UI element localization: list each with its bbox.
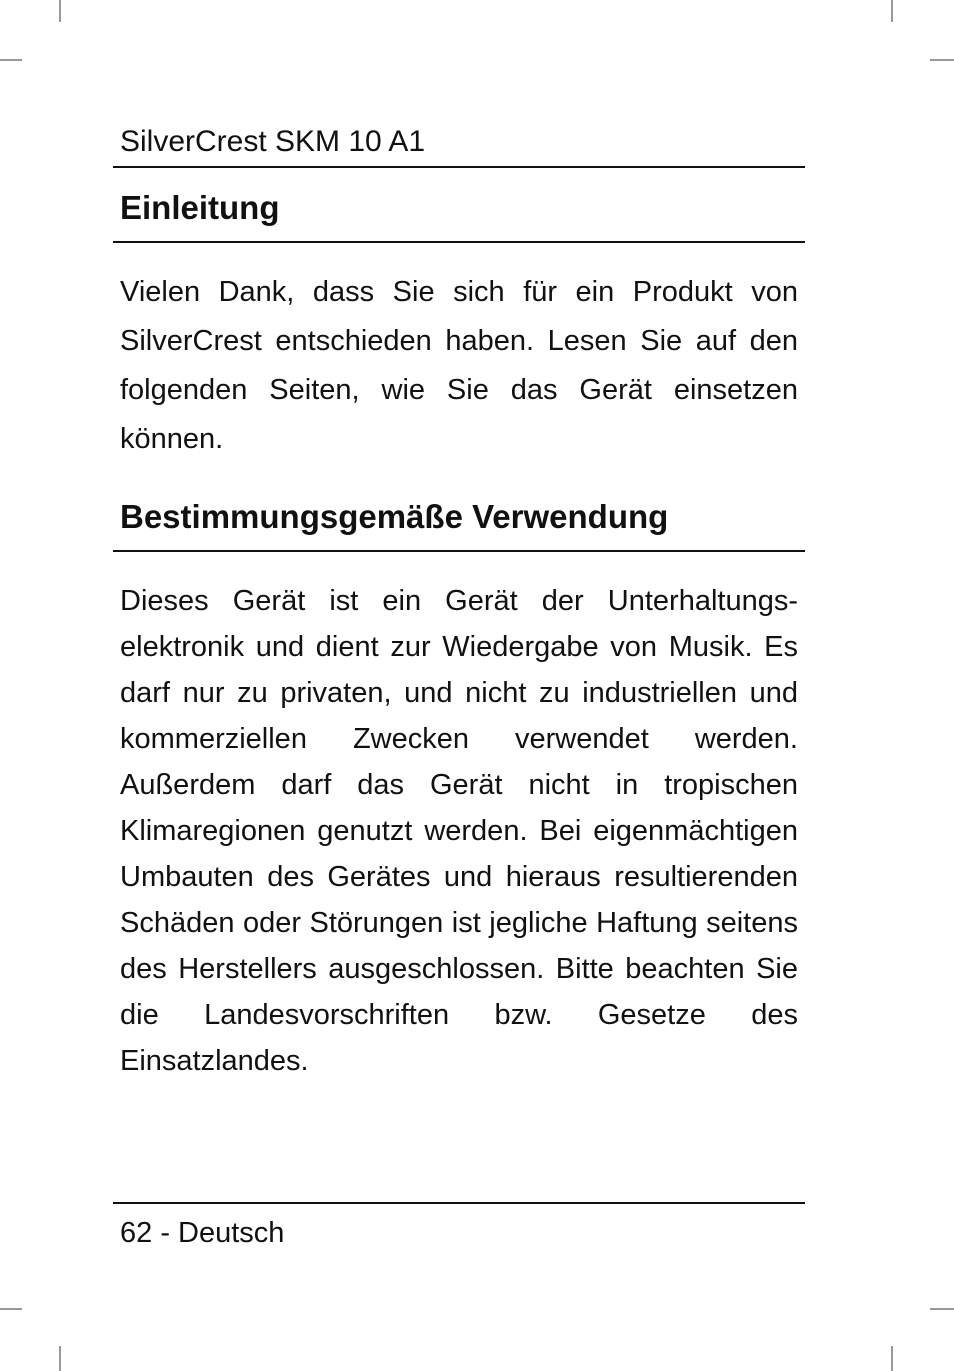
crop-mark <box>891 1346 893 1371</box>
text-line: Einsatzlandes. <box>120 1045 309 1077</box>
section-paragraph-einleitung <box>120 268 798 464</box>
text-line: SilverCrest entschieden haben. Lesen Sie auf den <box>120 325 798 357</box>
crop-mark <box>930 1308 954 1310</box>
section-paragraph-verwendung <box>120 578 798 1084</box>
text-line: kommerziellen Zwecken verwendet werden. <box>120 723 798 755</box>
text-line: darf nur zu privaten, und nicht zu industriellen und <box>120 677 798 709</box>
text-line: Klimaregionen genutzt werden. Bei eigenmächtigen <box>120 815 798 847</box>
crop-mark <box>0 1308 22 1310</box>
text-line: Vielen Dank, dass Sie sich für ein Produkt von <box>120 276 798 308</box>
crop-mark <box>0 59 22 61</box>
text-line: können. <box>120 423 224 455</box>
section-rule <box>113 241 805 243</box>
text-line: folgenden Seiten, wie Sie das Gerät einsetzen <box>120 374 798 406</box>
text-line: Dieses Gerät ist ein Gerät der Unterhaltungs- <box>120 585 798 617</box>
header-rule <box>113 166 805 168</box>
text-line: Schäden oder Störungen ist jegliche Haftung seitens <box>120 907 798 939</box>
section-rule <box>113 550 805 552</box>
text-line: elektronik und dient zur Wiedergabe von Musik. Es <box>120 631 798 663</box>
section-heading-einleitung: Einleitung <box>120 189 280 226</box>
running-header: SilverCrest SKM 10 A1 <box>120 125 426 158</box>
crop-mark <box>59 1346 61 1371</box>
crop-mark <box>930 59 954 61</box>
text-line: des Herstellers ausgeschlossen. Bitte beachten Sie <box>120 953 798 985</box>
text-line: Außerdem darf das Gerät nicht in tropischen <box>120 769 798 801</box>
crop-mark <box>891 0 893 22</box>
crop-mark <box>59 0 61 22</box>
footer-rule <box>113 1202 805 1204</box>
text-line: die Landesvorschriften bzw. Gesetze des <box>120 999 798 1031</box>
text-line: Umbauten des Gerätes und hieraus resultierenden <box>120 861 798 893</box>
section-heading-verwendung: Bestimmungsgemäße Verwendung <box>120 498 669 535</box>
page-footer: 62 - Deutsch <box>120 1217 285 1249</box>
